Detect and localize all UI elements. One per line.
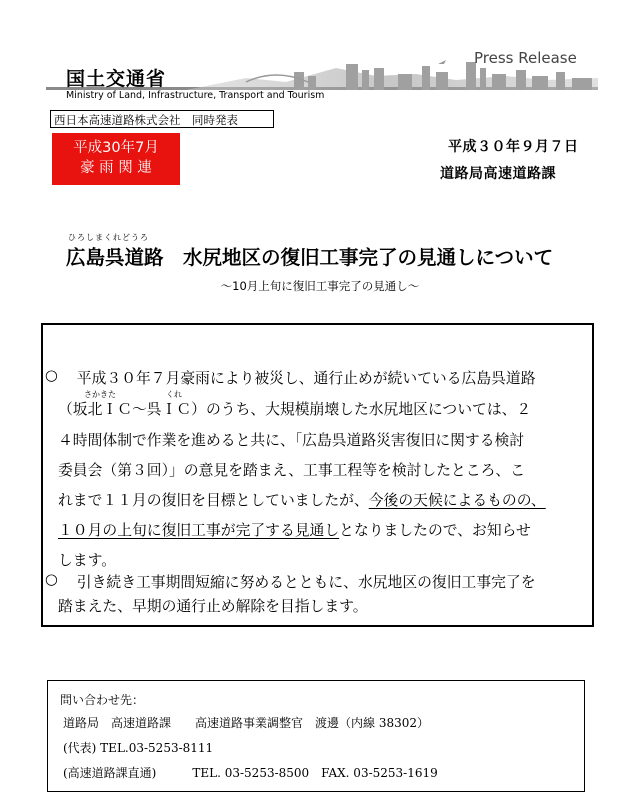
body-line: 引き続き工事期間短縮に努めるとともに、水尻地区の復旧工事完了を (62, 574, 536, 591)
contact-line: (高速道路課直通) TEL. 03-5253-8500 FAX. 03-5253-1619 (63, 766, 438, 780)
ministry-name-en: Ministry of Land, Infrastructure, Transport and Tourism (66, 90, 325, 101)
body-text: れまで１１月の復旧を目標としていましたが、 (58, 492, 369, 509)
body-line: （坂北ＩＣ～呉ＩＣ）のうち、大規模崩壊した水尻地区については、２ (58, 401, 532, 418)
body-line: 踏まえた、早期の通行止め解除を目指します。 (58, 598, 368, 615)
contact-line: 道路局 高速道路課 高速道路事業調整官 渡邊（内線 38302） (63, 716, 429, 730)
tag-line-2: 豪 雨 関 連 (80, 160, 152, 176)
underlined-text: １０月の上旬に復旧工事が完了する見通し (58, 522, 340, 539)
underlined-text: 今後の天候によるものの、 (368, 492, 546, 509)
body-line: 平成３０年７月豪雨により被災し、通行止めが続いている広島呉道路 (62, 370, 536, 387)
body-line: ４時間体制で作業を進めると共に、「広島呉道路災害復旧に関する検討 (58, 432, 525, 449)
release-date: 平成３０年９月７日 (448, 139, 579, 155)
ruby-sakakita: さかきた (84, 390, 116, 399)
body-line: します。 (58, 552, 117, 569)
contact-line: (代表) TEL.03-5253-8111 (63, 741, 214, 755)
issuing-department: 道路局高速道路課 (440, 166, 556, 182)
body-line (58, 489, 546, 510)
ministry-logo-jp: 国土交通省 (66, 68, 167, 90)
document-title: 広島呉道路 水尻地区の復旧工事完了の見通しについて (66, 246, 554, 269)
press-release-label: Press Release (474, 49, 577, 67)
body-text: となりましたので、お知らせ (339, 522, 531, 539)
ruby-kure: くれ (166, 390, 182, 399)
joint-release-box: 西日本高速道路株式会社 同時発表 (50, 110, 274, 128)
body-line: 委員会（第３回）」の意見を踏まえ、工事工程等を検討したところ、こ (58, 462, 525, 479)
contact-heading: 問い合わせ先： (60, 693, 145, 707)
document-subtitle: ～10月上旬に復旧工事完了の見通し～ (220, 279, 420, 293)
body-line (58, 519, 531, 540)
tag-line-1: 平成30年7月 (73, 140, 159, 156)
bullet-2: ○ (45, 571, 58, 588)
heavy-rain-tag (52, 133, 180, 185)
bullet-1: ○ (45, 367, 58, 384)
title-ruby: ひろしまくれどうろ (68, 233, 149, 242)
